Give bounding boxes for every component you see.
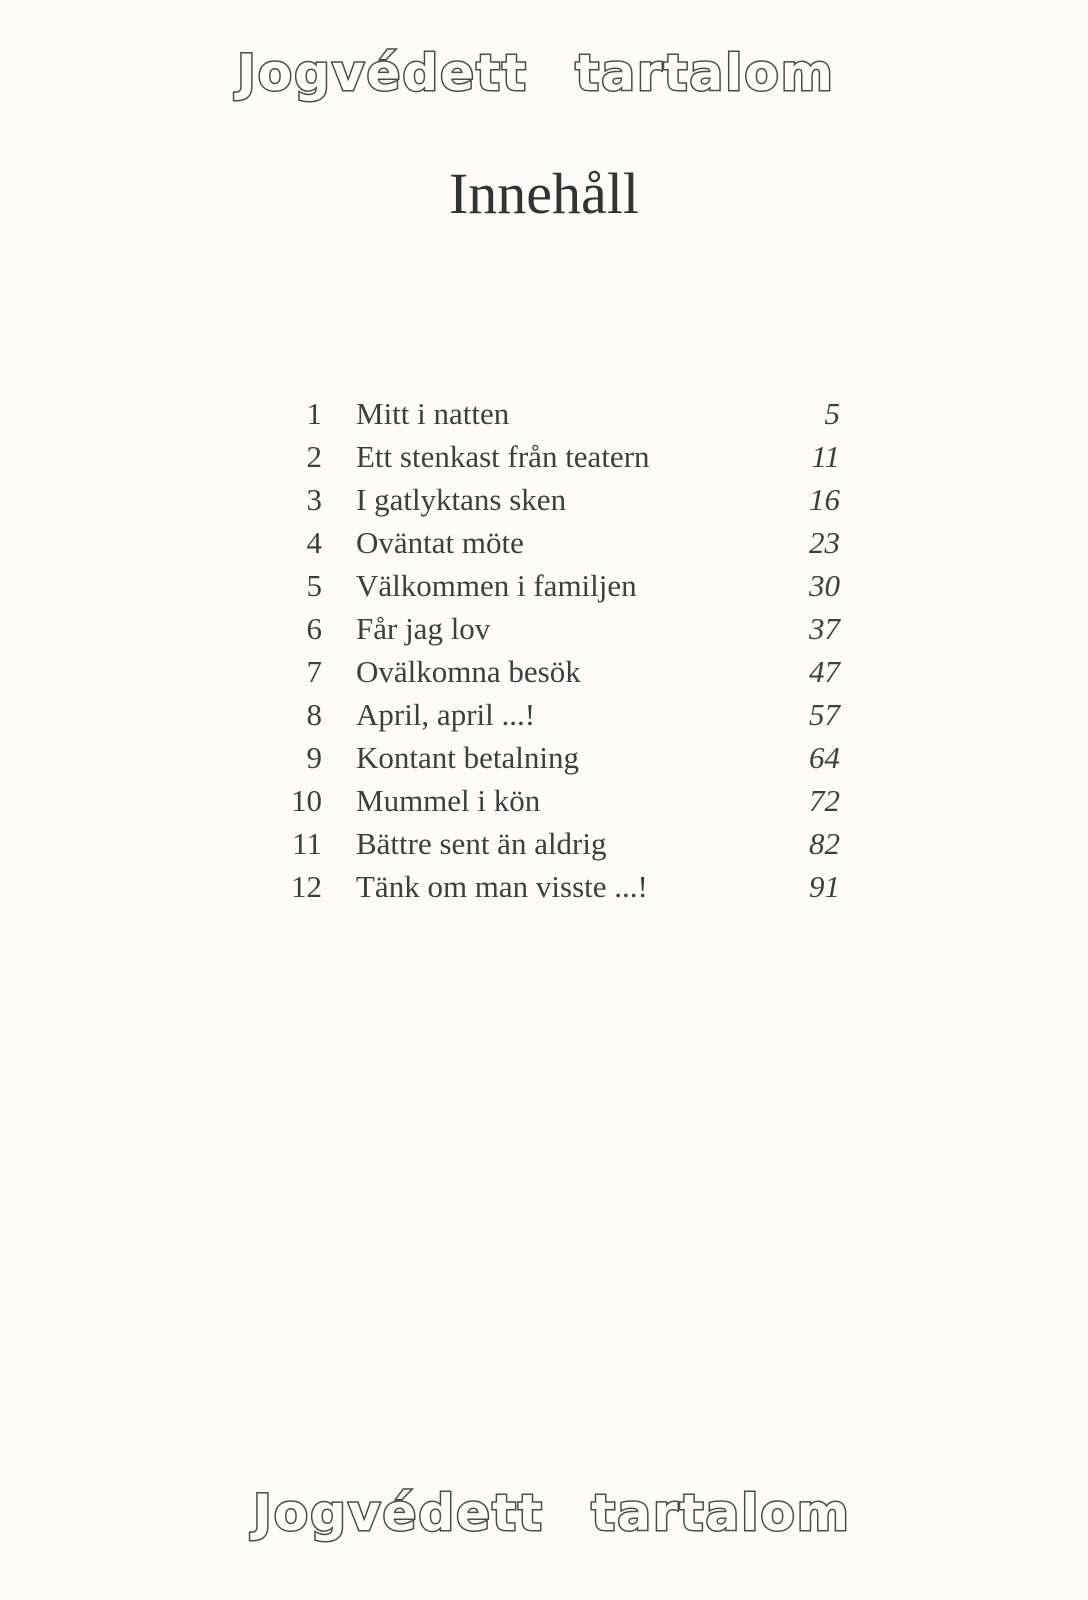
chapter-page-number: 47 <box>809 654 840 689</box>
chapter-number: 12 <box>291 869 322 904</box>
chapter-title: Välkommen i familjen <box>356 568 637 603</box>
chapter-title: I gatlyktans sken <box>356 482 567 517</box>
toc-entry <box>270 568 840 611</box>
chapter-number: 5 <box>306 568 322 603</box>
chapter-page-number: 30 <box>809 568 840 603</box>
chapter-title: Kontant betalning <box>356 740 579 775</box>
page-title: Innehåll <box>448 161 640 226</box>
chapter-title: Mummel i kön <box>356 783 541 818</box>
chapter-page-number: 82 <box>809 826 840 861</box>
chapter-number: 11 <box>292 826 322 861</box>
chapter-number: 9 <box>306 740 322 775</box>
chapter-title: Bättre sent än aldrig <box>356 826 607 861</box>
toc-entry <box>270 740 840 783</box>
toc-entry <box>270 783 840 826</box>
chapter-title: Ovälkomna besök <box>356 654 581 689</box>
chapter-number: 8 <box>306 697 322 732</box>
chapter-number: 1 <box>306 396 322 431</box>
chapter-number: 10 <box>291 783 322 818</box>
chapter-number: 4 <box>306 525 322 560</box>
chapter-title: Tänk om man visste ...! <box>356 869 648 904</box>
chapter-page-number: 64 <box>809 740 840 775</box>
toc-entry <box>270 611 840 654</box>
toc-entry <box>270 396 840 439</box>
chapter-page-number: 57 <box>809 697 840 732</box>
watermark-top: Jogvédett tartalom <box>237 44 835 102</box>
chapter-title: Ett stenkast från teatern <box>356 439 650 474</box>
toc-entry <box>270 869 840 912</box>
chapter-title: Oväntat möte <box>356 525 524 560</box>
chapter-title: Får jag lov <box>356 611 491 646</box>
chapter-page-number: 91 <box>809 869 840 904</box>
chapter-page-number: 37 <box>809 611 840 646</box>
table-of-contents <box>270 396 840 912</box>
toc-entry <box>270 525 840 568</box>
watermark-bottom: Jogvédett tartalom <box>253 1484 851 1542</box>
chapter-number: 7 <box>306 654 322 689</box>
chapter-page-number: 72 <box>809 783 840 818</box>
chapter-page-number: 11 <box>811 439 840 474</box>
chapter-title: April, april ...! <box>356 697 536 732</box>
chapter-title: Mitt i natten <box>356 396 510 431</box>
toc-entry <box>270 482 840 525</box>
toc-entry <box>270 654 840 697</box>
toc-entry <box>270 697 840 740</box>
chapter-page-number: 23 <box>809 525 840 560</box>
chapter-page-number: 16 <box>809 482 840 517</box>
chapter-number: 2 <box>306 439 322 474</box>
toc-entry <box>270 826 840 869</box>
chapter-number: 3 <box>306 482 322 517</box>
chapter-number: 6 <box>306 611 322 646</box>
chapter-page-number: 5 <box>824 396 840 431</box>
toc-entry <box>270 439 840 482</box>
